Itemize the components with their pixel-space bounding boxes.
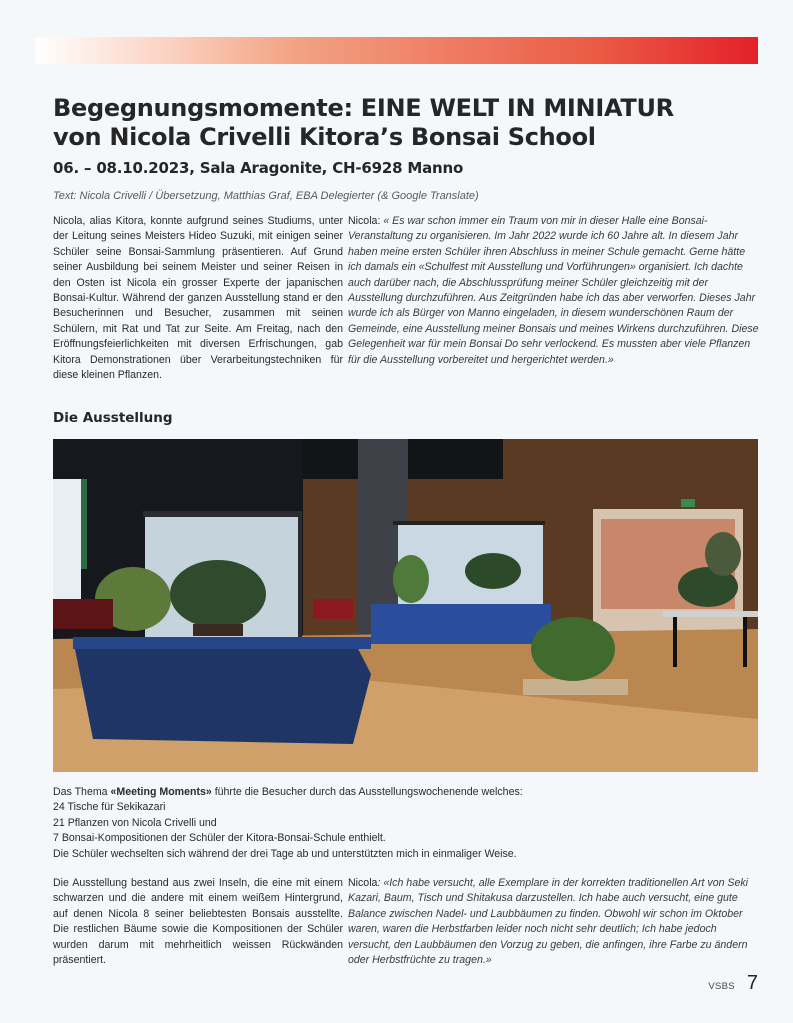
theme-intro-text: Das Thema bbox=[53, 786, 111, 798]
header-accent-bar bbox=[35, 37, 758, 64]
intro-quote-paragraph bbox=[348, 214, 760, 368]
author-credit: Text: Nicola Crivelli / Übersetzung, Matthias Graf, EBA Delegierter (& Google Translate) bbox=[53, 190, 479, 202]
quote-speaker: Nicola: bbox=[348, 215, 381, 227]
theme-item: 21 Pflanzen von Nicola Crivelli und bbox=[53, 816, 217, 829]
intro-right-column bbox=[348, 214, 760, 368]
page-number: 7 bbox=[746, 972, 758, 994]
section-heading: Die Ausstellung bbox=[53, 410, 173, 426]
quote-text: « Es war schon immer ein Traum von mir in dieser Halle eine Bonsai-Veranstaltung zu organisieren. Im Jahr 2022 wurde ich 60 Jahre alt. In diesem Jahr haben meine ersten Schüler ihren Abschluss in meiner Schule gemacht. Gerne hätte ich damals ein «Schulfest mit Ausstellung und Vorführungen» organisiert. Ich dachte auch darüber nach, die Abschlussprüfung meiner Schüler gleichzeitig mit der Ausstellung durchzuführen. Aus Zeitgründen habe ich das aber verworfen. Dieses Jahr wurde ich als Bürger von Manno eingeladen, in diesem wunderschönen Raum der Gemeinde, eine Ausstellung meiner Bonsais und meines Wirkens durchzuführen. Diese Gelegenheit war für mein Bonsai Do sehr verlockend. Es mussten aber viele Pflanzen für die Ausstellung vorbereitet und hergerichtet werden.» bbox=[348, 215, 759, 366]
event-date-location: 06. – 08.10.2023, Sala Aragonite, CH-6928 Manno bbox=[53, 159, 464, 177]
title-line-1: Begegnungsmomente: EINE WELT IN MINIATUR bbox=[53, 94, 674, 122]
theme-item: 24 Tische für Sekikazari bbox=[53, 801, 166, 814]
closing-paragraph: Die Ausstellung bestand aus zwei Inseln, die eine mit einem schwarzen und die andere mit einem weißem Hintergrund, auf denen Nicola 8 seiner beliebtesten Bonsais ausstellte. Die restlichen Bäume sowie die Kompositionen der Schüler wurden darum mit mehrheitlich weissen Rückwänden präsentiert. bbox=[53, 877, 343, 967]
theme-intro-continuation: führte die Besucher durch das Ausstellungswochenende welches: bbox=[211, 786, 523, 798]
intro-left-column bbox=[53, 214, 343, 383]
title-line-2: von Nicola Crivelli Kitora’s Bonsai School bbox=[53, 123, 596, 151]
quote-speaker: Nicola bbox=[348, 877, 378, 889]
exhibition-photo bbox=[53, 439, 758, 772]
quote-text: : «Ich habe versucht, alle Exemplare in der korrekten traditionellen Art von Seki Kazari, Baum, Tisch und Shitakusa darzustellen. Ich habe auch versucht, eine gute Balance zwischen Nadel- und Laubbäumen zu finden. Obwohl wir schon im Oktober waren, waren die Herbstfarben leider noch nicht sehr deutlich; Ich habe jedoch versucht, den Laubbäumen den Vorzug zu geben, die anfingen, ihre Farbe zu ändern oder Herbstfrüchte zu tragen.» bbox=[348, 877, 749, 967]
theme-block bbox=[53, 785, 758, 862]
article-title bbox=[53, 94, 674, 152]
exhibition-photo-illustration bbox=[53, 439, 758, 772]
closing-left-column bbox=[53, 876, 343, 968]
footer-brand: VSBS bbox=[708, 981, 735, 992]
theme-intro-line bbox=[53, 785, 758, 800]
page-footer bbox=[708, 972, 758, 995]
theme-highlight: «Meeting Moments» bbox=[110, 786, 212, 798]
theme-closing-line: Die Schüler wechselten sich während der drei Tage ab und unterstützten mich in einmaliger Weise. bbox=[53, 847, 517, 860]
theme-item: 7 Bonsai-Kompositionen der Schüler der Kitora-Bonsai-Schule enthielt. bbox=[53, 832, 386, 845]
closing-right-column bbox=[348, 876, 760, 968]
intro-paragraph: Nicola, alias Kitora, konnte aufgrund seines Studiums, unter der Leitung seines Meisters Hideo Suzuki, mit einigen seiner Schüler seine Bonsai-Sammlung präsentieren. Auf Grund seiner Ausbildung bei seinem Meister und seiner Reisen in den Osten ist Nicola ein grosser Experte der japanischen Bonsai-Kultur. Während der ganzen Ausstellung stand er den Besucherinnen und Besucher, zusammen mit seinen Schülern, mit Rat und Tat zur Seite. Am Freitag, nach den Eröffnungsfeierlichkeiten mit diversen Erfrischungen, gab Kitora Demonstrationen über Verarbeitungstechniken für diese kleinen Pflanzen. bbox=[53, 215, 343, 382]
closing-quote-paragraph bbox=[348, 876, 760, 968]
